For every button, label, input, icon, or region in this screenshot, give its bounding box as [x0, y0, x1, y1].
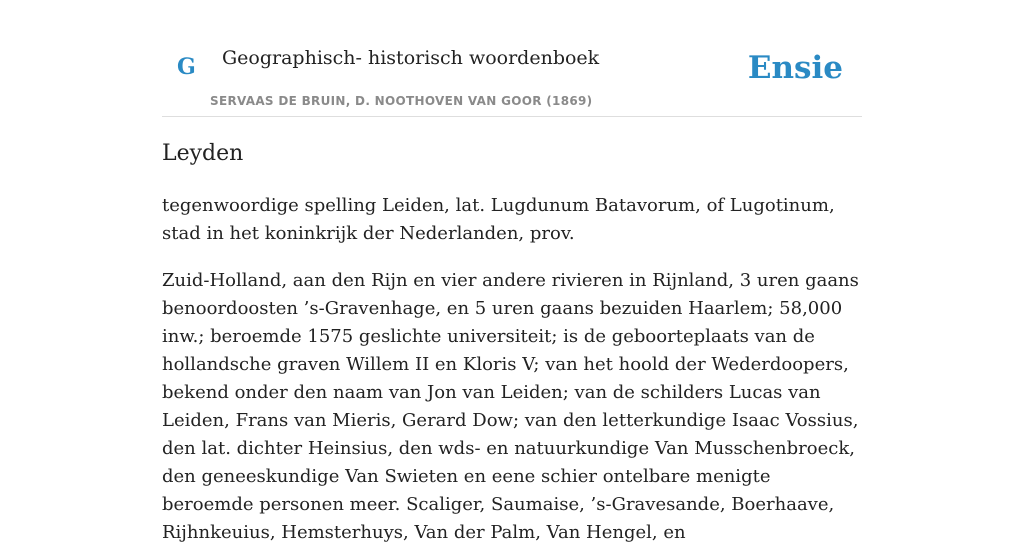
book-title[interactable]: Geographisch- historisch woordenboek [222, 47, 600, 69]
book-authors: SERVAAS DE BRUIN, D. NOOTHOVEN VAN GOOR (1869) [210, 94, 593, 108]
ensie-logo-link[interactable]: Ensie [747, 50, 843, 86]
entry-paragraph: tegenwoordige spelling Leiden, lat. Lugdunum Batavorum, of Lugotinum, stad in het koninkrijk der Nederlanden, prov. [162, 195, 835, 244]
entry-paragraph: Zuid-Holland, aan den Rijn en vier andere rivieren in Rijnland, 3 uren gaans benoordoosten ’s-Gravenhage, en 5 uren gaans bezuiden Haarlem; 58,000 inw.; beroemde 1575 geslichte universiteit; is de geboorteplaats van de hollandsche graven Willem II en Kloris V; van het hoold der Wederdoopers, bekend onder den naam van Jon van Leiden; van de schilders Lucas van Leiden, Frans van Mieris, Gerard Dow; van den letterkundige Isaac Vossius, den lat. dichter Heinsius, den wds- en natuurkundige Van Musschenbroeck, den geneeskundige Van Swieten en eene schier ontelbare menigte beroemde personen meer. Scaliger, Saumaise, ’s-Gravesande, Boerhaave, Rijhnkeuius, Hemsterhuys, Van der Palm, Van Hengel, en [162, 270, 859, 543]
entry-title: Leyden [162, 141, 244, 166]
site-header [162, 0, 862, 117]
letter-icon[interactable]: G [177, 54, 196, 80]
entry-content [162, 138, 862, 547]
